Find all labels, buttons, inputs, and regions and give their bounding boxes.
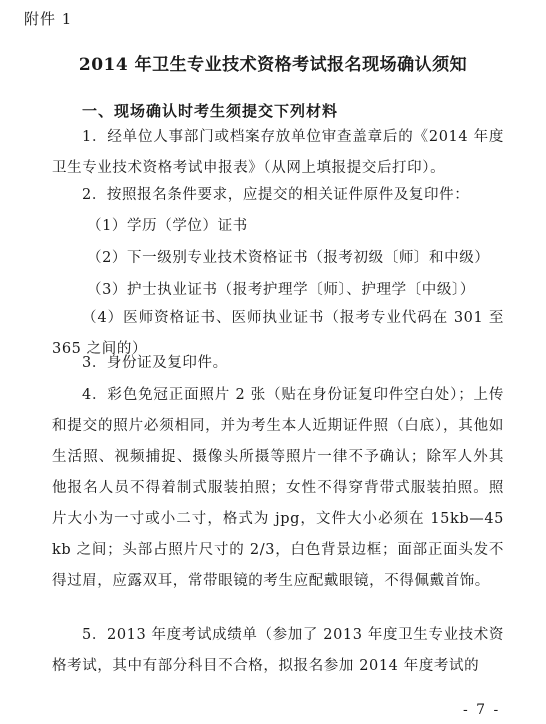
list-item-3: （3）护士执业证书（报考护理学〔师〕、护理学〔中级〕） (87, 282, 475, 298)
list-item-4: （4）医师资格证书、医师执业证书（报考专业代码在 301 至 365 之间的） (52, 310, 504, 357)
paragraph-2: 2．按照报名条件要求，应提交的相关证件原件及复印件： (82, 187, 470, 203)
annex-label: 附件 1 (24, 10, 73, 28)
document-title: 2014 年卫生专业技术资格考试报名现场确认须知 (78, 55, 468, 75)
section-heading: 一、现场确认时考生须提交下列材料 (82, 102, 339, 120)
page-number: - 7 - (463, 702, 501, 718)
list-item-1: （1）学历（学位）证书 (87, 218, 248, 234)
paragraph-5: 5．2013 年度考试成绩单（参加了 2013 年度卫生专业技术资格考试，其中有部分科目不合格，拟报名参加 2014 年度考试的 (52, 627, 504, 674)
list-item-2: （2）下一级别专业技术资格证书（报考初级〔师〕和中级） (87, 250, 490, 266)
paragraph-1: 1．经单位人事部门或档案存放单位审查盖章后的《2014 年度卫生专业技术资格考试申报表》（从网上填报提交后打印）。 (52, 129, 504, 176)
paragraph-4: 4．彩色免冠正面照片 2 张（贴在身份证复印件空白处）；上传和提交的照片必须相同，并为考生本人近期证件照（白底），其他如生活照、视频捕捉、摄像头所摄等照片一律不予确认；除军人外其他报名人员不得着制式服装拍照；女性不得穿背带式服装拍照。照片大小为一寸或小二寸，格式为 jpg，文件大小必须在 15kb—45 kb 之间；头部占照片尺寸的 2/3，白色背景边框；面部正面头发不得过眉，应露双耳，常带眼镜的考生应配戴眼镜，不得佩戴首饰。 (52, 387, 504, 589)
paragraph-3: 3．身份证及复印件。 (82, 355, 228, 371)
